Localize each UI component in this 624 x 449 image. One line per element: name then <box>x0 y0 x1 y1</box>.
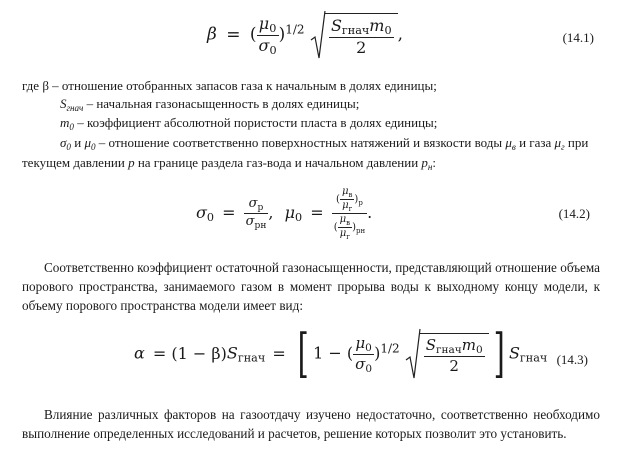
exponent: 1/2 <box>285 22 305 37</box>
exponent: 1/2 <box>380 341 400 356</box>
equals-sign: = <box>222 203 236 222</box>
denominator-two: 2 <box>356 38 367 57</box>
mu-g-symbol: μ <box>339 228 347 239</box>
definition-text: – начальная газонасыщенность в долях единицы; <box>83 96 360 111</box>
s-subscript: гнач <box>341 24 370 37</box>
mu-g-symbol: μ <box>342 200 349 211</box>
mu0-symbol: μ <box>258 13 270 33</box>
p-symbol: p <box>128 155 135 170</box>
mu-v-symbol: μ <box>339 214 347 225</box>
mu0-subscript: 0 <box>269 21 277 35</box>
pn-symbol: p <box>421 155 428 170</box>
equation-14-3-body <box>134 324 548 384</box>
mu0-symbol: μ <box>284 203 295 222</box>
one-minus-paren: 1 − ( <box>313 343 354 363</box>
radical-sign-icon <box>405 328 421 380</box>
sigma-ratio <box>244 196 269 231</box>
definition-s-gnach <box>60 96 359 116</box>
sigma0-symbol: σ <box>355 354 366 373</box>
definition-beta: где β – отношение отобранных запасов газа к начальным в долях единицы; <box>22 78 437 93</box>
m0-subscript: 0 <box>384 24 392 37</box>
conjunction: и <box>70 135 85 150</box>
mu0-symbol: μ <box>84 135 91 150</box>
sigma-p-symbol: σ <box>248 196 258 211</box>
sigma0-symbol: σ <box>60 135 67 150</box>
right-bracket: ] <box>493 324 505 384</box>
eq1-tail: , <box>397 24 403 45</box>
m0-symbol: m <box>461 336 476 354</box>
radical-sign-icon <box>310 10 326 60</box>
paragraph-conclusion: Влияние различных факторов на газоотдачу изучено недостаточно, соответственно необходимо выполнение определенных исследований и расчетов, решение которых позволит это установить. <box>22 407 600 441</box>
sigma0-symbol: σ <box>258 35 270 55</box>
m0-symbol: m <box>369 16 385 35</box>
mu0-over-sigma0 <box>257 14 279 57</box>
s-subscript: гнач <box>66 103 84 113</box>
definition-pressure <box>22 155 436 175</box>
close-paren: ) <box>278 24 286 45</box>
mu0-subscript: 0 <box>365 341 372 354</box>
sigma0-subscript: 0 <box>66 142 71 152</box>
sigma0-symbol: σ <box>196 203 207 222</box>
radicand-fraction <box>329 16 394 57</box>
definition-colon: : <box>432 155 437 170</box>
denominator-two: 2 <box>449 357 459 375</box>
s-subscript: гнач <box>237 351 266 365</box>
definition-m0 <box>60 115 437 135</box>
mu-v-symbol: μ <box>341 186 349 197</box>
mu-ratio: ( $\frac{\mu_в}{\mu_г}$ )$_р$ ( $\frac{\mu_в}{\mu_г}$ )$_{рн}$ <box>333 186 366 241</box>
equals-sign: = <box>272 343 286 363</box>
equation-14-2 <box>0 180 624 252</box>
sigma0-subscript: 0 <box>269 43 277 57</box>
mu-g-subscript: г <box>348 205 353 213</box>
definition-text: – отношение соответственно поверхностных натяжений и вязкости воды <box>95 135 506 150</box>
square-root <box>310 10 398 60</box>
left-bracket: [ <box>297 324 309 384</box>
definition-tail: при <box>564 135 589 150</box>
open-paren: ( <box>249 24 257 45</box>
definition-text: текущем давлении <box>22 155 129 170</box>
equals-sign-2: = <box>310 203 324 222</box>
pn-subscript: рн <box>355 227 366 235</box>
sigma0-subscript: 0 <box>206 211 215 224</box>
definition-text: – коэффициент абсолютной пористости пласта в долях единицы; <box>73 115 438 130</box>
one-minus-beta: = (1 − β) <box>152 343 227 363</box>
mu0-over-sigma0 <box>353 334 374 375</box>
mu-v-subscript: в <box>348 191 353 199</box>
inner-bottom-fraction <box>338 214 352 241</box>
mu-water-symbol: μ <box>505 135 512 150</box>
mu-water-subscript: в <box>511 142 516 152</box>
s-symbol: S <box>330 16 342 35</box>
beta-symbol: β <box>207 24 217 45</box>
s-symbol: S <box>226 343 238 363</box>
equation-number-14-2: (14.2) <box>558 206 590 221</box>
equation-14-1 <box>0 8 624 66</box>
sigma-p-subscript: р <box>257 203 264 213</box>
mu0-subscript: 0 <box>90 142 96 152</box>
s-subscript: гнач <box>436 344 462 356</box>
equation-number-14-3: (14.3) <box>556 352 588 367</box>
square-root <box>405 328 489 380</box>
mu-v-subscript: в <box>346 219 351 227</box>
comma: , <box>268 203 274 222</box>
s-symbol-outer: S <box>508 343 520 363</box>
mu-gas-subscript: г <box>561 142 565 152</box>
m0-subscript: 0 <box>475 344 483 356</box>
m0-subscript: 0 <box>69 122 74 132</box>
mu-gas-symbol: μ <box>554 135 562 150</box>
sigma0-subscript: 0 <box>365 362 373 375</box>
mu-g-subscript: г <box>346 233 350 241</box>
p-subscript: р <box>358 199 363 207</box>
close-paren: ) <box>374 343 381 363</box>
pn-subscript: н <box>427 162 433 172</box>
definition-text-mid: на границе раздела газ-вода и начальном давлении <box>134 155 422 170</box>
equation-14-2-body <box>196 186 372 241</box>
definition-sigma0-mu0 <box>60 135 588 155</box>
s-symbol: S <box>425 336 437 354</box>
m0-symbol: m <box>60 115 70 130</box>
paragraph-residual-saturation: Соответственно коэффициент остаточной газонасыщенности, представляющий отношение объема порового пространства, занимаемого газом в момент прорыва воды к выходному концу модели, к объему порового пространства модели имеет вид: <box>22 260 600 313</box>
equation-number-14-1: (14.1) <box>562 30 594 45</box>
equation-14-1-body <box>207 10 403 60</box>
s-subscript-outer: гнач <box>519 351 548 365</box>
inner-top-fraction <box>340 186 354 213</box>
equals-sign: = <box>226 24 241 45</box>
alpha-symbol: α <box>134 343 145 363</box>
period: . <box>367 203 373 222</box>
mu0-subscript: 0 <box>295 211 303 224</box>
conjunction-gas: и газа <box>515 135 555 150</box>
mu0-symbol: μ <box>355 333 366 352</box>
sigma-pn-symbol: σ <box>245 214 255 229</box>
s-symbol: S <box>60 96 67 111</box>
sigma-pn-subscript: рн <box>254 221 267 231</box>
radicand-fraction <box>424 336 485 375</box>
equation-14-3 <box>0 324 624 396</box>
